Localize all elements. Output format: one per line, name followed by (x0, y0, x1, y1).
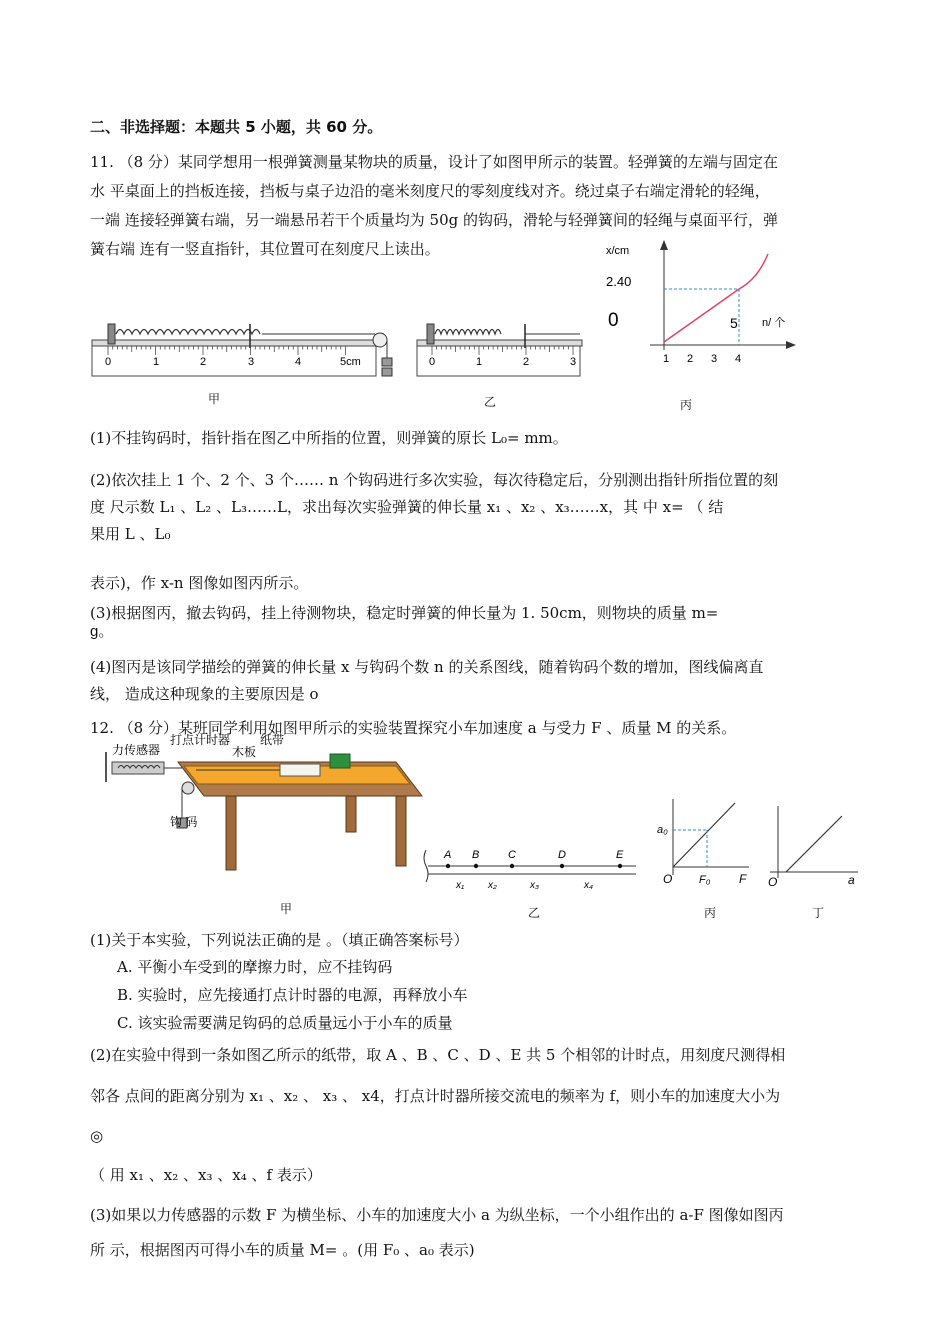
bing2-f0: F₀ (699, 874, 711, 886)
ding-line (786, 816, 842, 872)
yi-table-top (417, 340, 582, 346)
bing2-a0: a₀ (657, 824, 668, 836)
yi-spring (435, 330, 501, 335)
bing-y-arrow (660, 240, 668, 250)
jia2-sensor (112, 762, 164, 774)
jia-pulley (373, 333, 387, 347)
q11-caption-yi: 乙 (484, 395, 497, 409)
q12-part-2-line-4: （ 用 x₁ 、x₂ 、x₃ 、x₄ 、f 表示） (90, 1166, 322, 1184)
yi2-label-c: C (508, 849, 516, 861)
q12-part-2-line-2: 邻各 点间的距离分别为 x₁ 、x₂ 、 x₃ 、 x4，打点计时器所接交流电的频率为 f，则小车的加速度大小为 (90, 1087, 781, 1105)
q12-figure-yi (420, 842, 640, 897)
jia-table-top (92, 340, 382, 346)
jia-tick-5: 5cm (340, 356, 361, 368)
yi2-tape-break (424, 850, 428, 882)
bing-origin: 0 (608, 310, 619, 331)
yi2-dot-a (446, 864, 450, 868)
q12-figure-bing (655, 795, 755, 890)
q12-part-2-line-1: (2)在实验中得到一条如图乙所示的纸带，取 A 、B 、C 、D 、E 共 5 个相邻的计时点，用刻度尺测得相 (90, 1046, 786, 1064)
q11-figure-jia (90, 318, 410, 388)
bing2-origin: O (663, 872, 673, 886)
q12-caption-jia: 甲 (280, 902, 293, 916)
yi2-dot-d (560, 864, 564, 868)
jia-tick-4: 4 (295, 356, 302, 368)
bing-xtick-2: 2 (687, 353, 694, 365)
q12-caption-yi: 乙 (528, 906, 541, 920)
yi2-label-d: D (558, 849, 566, 861)
bing2-line (673, 803, 735, 867)
jia2-label-timer: 打点计时器 (170, 733, 231, 747)
q12-option-b: B. 实验时，应先接通打点计时器的电源，再释放小车 (117, 986, 468, 1004)
q11-part-2-line-4: 表示)，作 x-n 图像如图丙所示。 (90, 574, 309, 592)
q12-option-a: A. 平衡小车受到的摩擦力时，应不挂钩码 (117, 958, 393, 976)
q12-figure-ding (760, 800, 865, 890)
jia2-leg-2 (346, 796, 356, 832)
q12-intro: 12. （8 分）某班同学利用如图甲所示的实验装置探究小车加速度 a 与受力 F 、质量 M 的关系。 (90, 719, 737, 737)
q12-part-2-line-3: ◎ (90, 1127, 104, 1145)
jia-tick-1: 1 (153, 356, 160, 368)
yi2-label-b: B (472, 849, 480, 861)
yi-tick-0: 0 (429, 356, 436, 368)
q11-caption-bing: 丙 (680, 398, 693, 412)
bing-xlabel: n/ 个 (762, 317, 786, 329)
jia-spring (116, 330, 260, 335)
jia2-leg-3 (396, 796, 406, 866)
jia2-leg-1 (226, 796, 236, 870)
q12-figure-jia (100, 732, 430, 877)
section-heading: 二、非选择题：本题共 5 小题，共 60 分。 (90, 118, 383, 136)
q11-figure-bing (600, 238, 800, 368)
yi2-seg-4: x₄ (584, 880, 594, 891)
bing-xtick-3: 3 (711, 353, 718, 365)
q12-part-1: (1)关于本实验，下列说法正确的是 。（填正确答案标号） (90, 931, 469, 949)
yi2-seg-3: x₃ (530, 880, 539, 891)
jia2-cart (280, 764, 320, 776)
q11-part-3-line-1: (3)根据图丙，撤去钩码，挂上待测物块，稳定时弹簧的伸长量为 1. 50cm，则物块的质量 m= (90, 604, 719, 622)
bing-ylabel: x/cm (606, 245, 630, 257)
q11-part-4-line-2: 线， 造成这种现象的主要原因是 o (90, 685, 319, 703)
q12-caption-ding: 丁 (812, 906, 825, 920)
jia2-label-weight: 钩 码 (170, 815, 198, 829)
q11-caption-jia: 甲 (208, 392, 221, 406)
jia2-pulley (182, 782, 194, 794)
bing-curve (664, 254, 768, 342)
jia-weight-2 (382, 368, 392, 376)
jia-tick-3: 3 (248, 356, 255, 368)
ding-a-axis: a (848, 873, 855, 887)
yi2-dot-e (618, 864, 622, 868)
bing-x-marked: 5 (730, 315, 738, 331)
q11-intro-line-2: 水 平桌面上的挡板连接，挡板与桌子边沿的毫米刻度尺的零刻度线对齐。绕过桌子右端定滑轮的轻绳， (90, 182, 770, 200)
jia-ruler (92, 346, 376, 376)
jia-weight-1 (382, 358, 392, 366)
q11-part-1: (1)不挂钩码时，指针指在图乙中所指的位置，则弹簧的原长 L₀= mm。 (90, 429, 568, 447)
ding-origin: O (768, 875, 778, 889)
q12-part-3-line-1: (3)如果以力传感器的示数 F 为横坐标、小车的加速度大小 a 为纵坐标，一个小组作出的 a-F 图像如图丙 (90, 1206, 784, 1224)
jia2-label-tape: 纸带 (260, 733, 285, 747)
yi-tick-1: 1 (476, 356, 483, 368)
yi-tick-3: 3 (570, 356, 577, 368)
yi2-label-a: A (444, 849, 452, 861)
q11-part-2-line-2: 度 尺示数 L₁ 、L₂ 、L₃……L，求出每次实验弹簧的伸长量 x₁ 、x₂ 、x₃……x，其 中 x= （ 结 (90, 498, 724, 516)
q11-part-3-line-2: g。 (90, 623, 114, 640)
bing-xtick-1: 1 (663, 353, 670, 365)
jia2-label-sensor: 力传感器 (112, 743, 161, 757)
q11-intro-line-4: 簧右端 连有一竖直指针，其位置可在刻度尺上读出。 (90, 240, 440, 258)
yi2-seg-1: x₁ (456, 880, 465, 891)
q11-part-4-line-1: (4)图丙是该同学描绘的弹簧的伸长量 x 与钩码个数 n 的关系图线，随着钩码个数的增加，图线偏离直 (90, 658, 764, 676)
yi-ruler (417, 346, 580, 376)
yi2-label-e: E (616, 849, 624, 861)
bing-x-arrow (786, 341, 796, 349)
q11-figure-yi (415, 318, 585, 388)
jia2-timer (330, 754, 350, 768)
q12-caption-bing: 丙 (704, 906, 717, 920)
bing-xtick-4: 4 (735, 353, 742, 365)
jia2-label-board: 木板 (232, 745, 257, 759)
yi2-dot-c (510, 864, 514, 868)
jia-tick-0: 0 (105, 356, 112, 368)
q11-part-2-line-3: 果用 L 、L₀ (90, 525, 171, 543)
q11-intro-line-3: 一端 连接轻弹簧右端，另一端悬吊若干个质量均为 50g 的钩码，滑轮与轻弹簧间的轻绳与桌面平行，弹 (90, 211, 778, 229)
bing2-f-axis: F (739, 872, 747, 886)
q11-intro-line-1: 11. （8 分）某同学想用一根弹簧测量某物块的质量，设计了如图甲所示的装置。轻弹簧的左端与固定在 (90, 153, 778, 171)
yi2-seg-2: x₂ (488, 880, 497, 891)
jia-tick-2: 2 (200, 356, 207, 368)
bing-y-value: 2.40 (606, 274, 632, 289)
yi2-dot-b (474, 864, 478, 868)
q12-part-3-line-2: 所 示，根据图丙可得小车的质量 M= 。(用 F₀ 、a₀ 表示) (90, 1241, 475, 1259)
yi-tick-2: 2 (523, 356, 530, 368)
jia-baffle (108, 324, 115, 344)
yi-baffle (427, 324, 434, 344)
q12-option-c: C. 该实验需要满足钩码的总质量远小于小车的质量 (117, 1014, 453, 1032)
q11-part-2-line-1: (2)依次挂上 1 个、2 个、3 个…… n 个钩码进行多次实验，每次待稳定后，分别测出指针所指位置的刻 (90, 471, 779, 489)
